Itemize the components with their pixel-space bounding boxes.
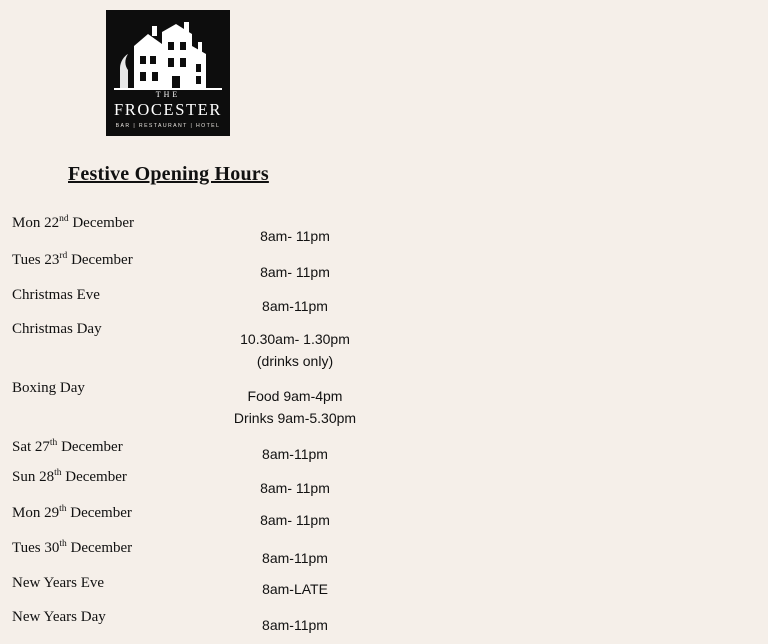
hours-time-line: 8am- 11pm — [260, 480, 330, 496]
hours-day-label: Sat 27th December — [12, 438, 123, 455]
hours-time-line: 8am-11pm — [262, 550, 328, 566]
hours-time-line: 8am- 11pm — [260, 228, 330, 244]
hours-time-value — [190, 295, 400, 317]
hours-day-label: Mon 29th December — [12, 504, 132, 521]
ordinal-suffix: th — [59, 539, 67, 549]
hours-day-label: Christmas Day — [12, 321, 102, 337]
ordinal-suffix: th — [59, 504, 67, 514]
ordinal-suffix: th — [54, 468, 62, 478]
hours-day-label: Tues 30th December — [12, 539, 133, 556]
logo-subtitle: BAR | RESTAURANT | HOTEL — [115, 122, 221, 129]
ordinal-suffix: rd — [59, 251, 68, 261]
logo-name: FROCESTER — [114, 100, 222, 120]
hours-time-line: (drinks only) — [256, 353, 334, 370]
ordinal-suffix: nd — [59, 214, 69, 224]
hours-day-label: Christmas Eve — [12, 287, 100, 303]
hours-time-line: Drinks 9am-5.30pm — [233, 410, 357, 427]
hours-time-line: 8am- 11pm — [260, 264, 330, 280]
hours-time-value — [190, 328, 400, 373]
hours-time-value — [190, 547, 400, 569]
hours-day-label: New Years Eve — [12, 575, 105, 591]
hours-day-label: Boxing Day — [12, 380, 85, 396]
hours-time-line: 10.30am- 1.30pm — [240, 331, 350, 347]
hours-time-line: 8am-11pm — [262, 298, 328, 314]
hours-time-value — [190, 385, 400, 430]
building-silhouette-icon — [114, 16, 222, 90]
logo-the: THE — [155, 90, 181, 99]
hours-day-label: Mon 22nd December — [12, 214, 134, 231]
hours-time-value — [190, 509, 400, 531]
hours-time-line: 8am- 11pm — [260, 512, 330, 528]
hours-time-line: Food 9am-4pm — [247, 388, 343, 404]
hours-day-label: Sun 28th December — [12, 468, 127, 485]
hours-day-label: New Years Day — [12, 609, 106, 625]
logo-wordmark — [114, 90, 222, 129]
hours-time-line: 8am-LATE — [262, 581, 328, 597]
hours-time-value — [190, 578, 400, 600]
hours-time-value — [190, 477, 400, 499]
hours-time-value — [190, 443, 400, 465]
frocester-logo — [106, 10, 230, 136]
page-title: Festive Opening Hours — [68, 163, 269, 185]
hours-time-value — [190, 225, 400, 247]
ordinal-suffix: th — [49, 438, 58, 448]
hours-time-value — [190, 261, 400, 283]
hours-day-label: Tues 23rd December — [12, 251, 133, 268]
hours-time-line: 8am-11pm — [262, 446, 328, 462]
hours-time-line: 8am-11pm — [262, 617, 328, 633]
hours-time-value — [190, 614, 400, 636]
